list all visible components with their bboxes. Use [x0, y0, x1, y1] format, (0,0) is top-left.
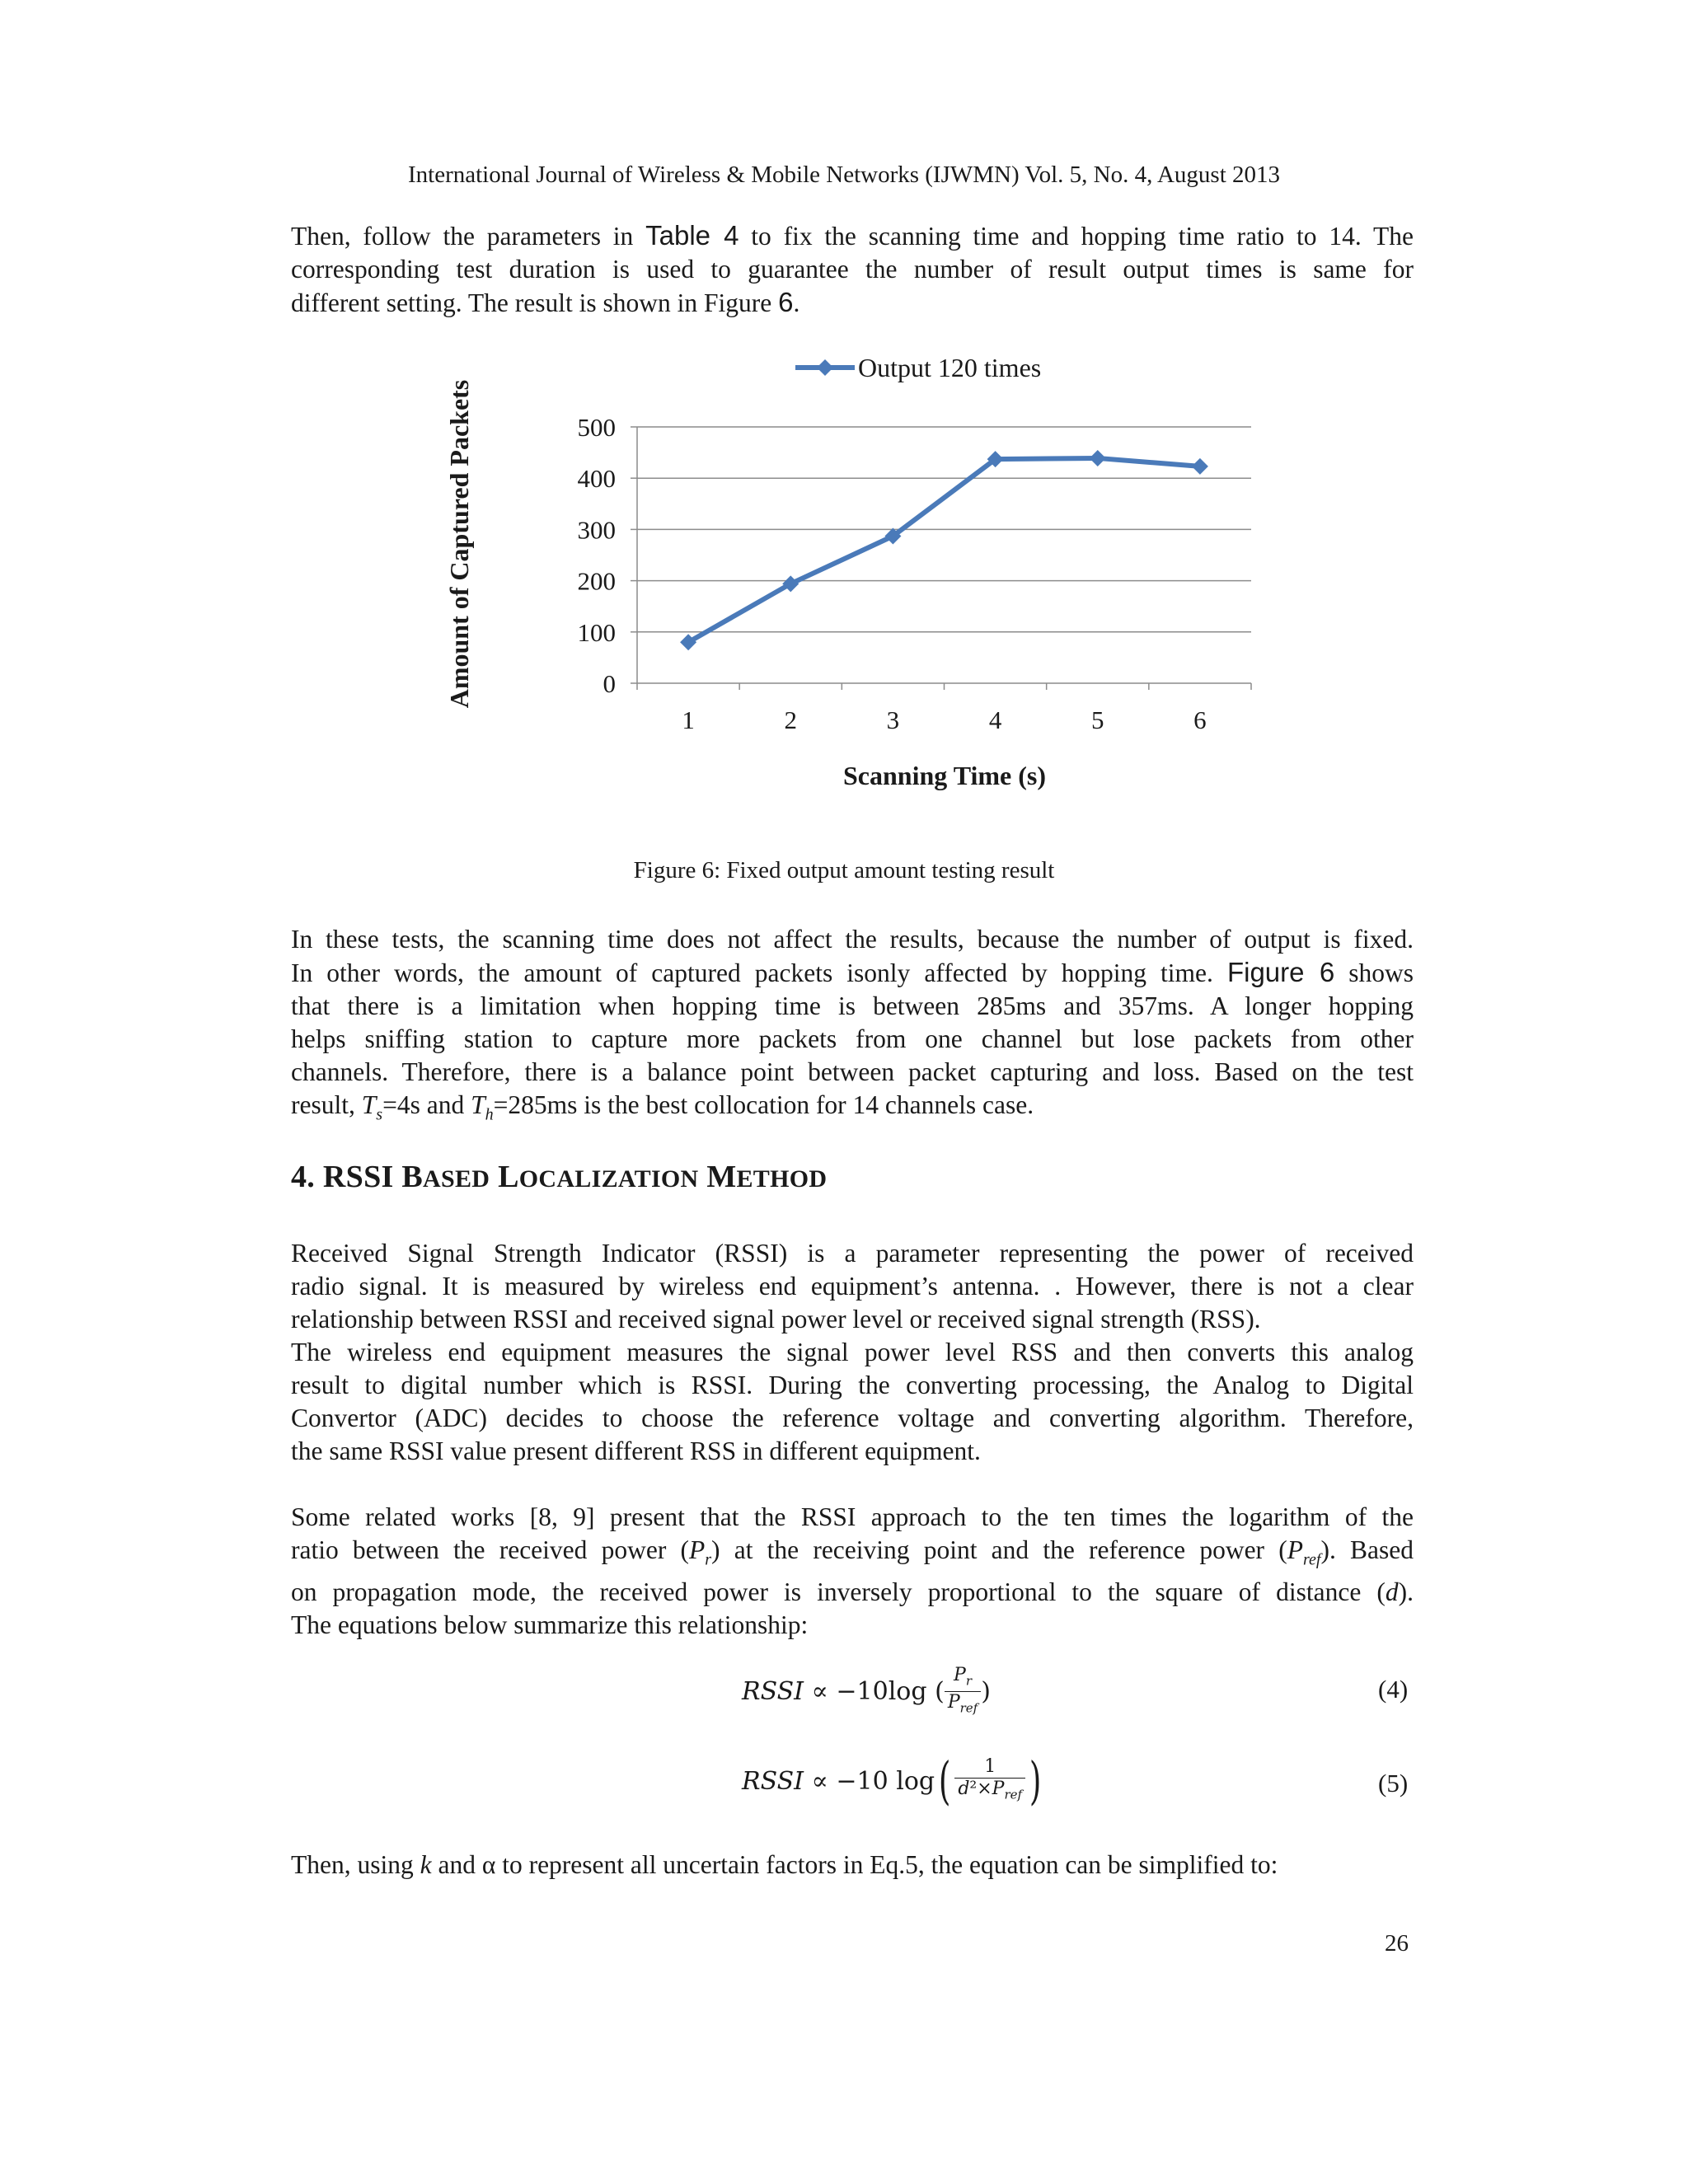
related-works-paragraph: [291, 1501, 1414, 1642]
x-tick-label: 4: [988, 705, 1002, 734]
p3-line-6: Convertor (ADC) decides to choose the reference voltage and converting algorithm. Therefore,: [291, 1404, 1414, 1432]
x-tick-label: 2: [784, 705, 797, 734]
rssi-paragraph: [291, 1237, 1414, 1468]
intro-line-2: corresponding test duration is used to guarantee the number of result output times is same for: [291, 255, 1414, 284]
p3-line-5: result to digital number which is RSSI. During the converting processing, the Analog to Digital: [291, 1371, 1414, 1399]
data-point: [1192, 458, 1208, 475]
p2-line-2: In other words, the amount of captured packets isonly affected by hopping time. Figure 6 shows: [291, 957, 1414, 987]
series-line: [688, 458, 1200, 642]
equation-5-number: (5): [1378, 1769, 1409, 1797]
p3-line-7: the same RSSI value present different RSS in different equipment.: [291, 1436, 981, 1465]
p2-line-5: channels. Therefore, there is a balance point between packet capturing and loss. Based on the test: [291, 1057, 1414, 1086]
final-paragraph: [291, 1849, 1414, 1882]
x-tick-label: 5: [1091, 705, 1104, 734]
p3-line-3: relationship between RSSI and received signal power level or received signal strength (RSS).: [291, 1305, 1261, 1333]
results-paragraph: [291, 923, 1414, 1131]
x-tick-label: 6: [1193, 705, 1207, 734]
p4-line-3: on propagation mode, the received power is inversely proportional to the square of distance (d).: [291, 1577, 1414, 1607]
y-tick-label: 0: [603, 669, 616, 698]
y-tick-label: 300: [577, 515, 616, 545]
y-tick-label: 400: [577, 464, 616, 494]
p2-line-4: helps sniffing station to capture more packets from one channel but lose packets from other: [291, 1024, 1414, 1053]
y-tick-label: 100: [577, 617, 616, 647]
final-line: Then, using k and α to represent all uncertain factors in Eq.5, the equation can be simplified to:: [291, 1850, 1278, 1879]
p2-line-3: that there is a limitation when hopping time is between 285ms and 357ms. A longer hopping: [291, 991, 1414, 1020]
data-point: [1090, 450, 1106, 466]
equation-4: RSSI ∝ −10log ( $P_r$ $P_{ref}$ ): [742, 1665, 991, 1716]
p3-line-2: radio signal. It is measured by wireless end equipment’s antenna. . However, there is not a clear: [291, 1272, 1414, 1301]
intro-line-3: different setting. The result is shown in Figure 6.: [291, 287, 800, 317]
journal-header: International Journal of Wireless & Mobile Networks (IJWMN) Vol. 5, No. 4, August 2013: [407, 162, 1281, 188]
figure-caption: Figure 6: Fixed output amount testing result: [633, 857, 1055, 883]
p4-line-1: Some related works [8, 9] present that the RSSI approach to the ten times the logarithm of the: [291, 1502, 1414, 1531]
intro-line-1: Then, follow the parameters in Table 4 to fix the scanning time and hopping time ratio to 14. The: [291, 220, 1414, 251]
p3-line-4: The wireless end equipment measures the signal power level RSS and then converts this analog: [291, 1338, 1414, 1366]
x-axis-title: Scanning Time (s): [843, 761, 1046, 790]
x-tick-label: 3: [886, 705, 900, 734]
section-heading: 4. RSSI BASED LOCALIZATION METHOD: [291, 1160, 828, 1194]
legend-marker: [817, 359, 833, 376]
p4-line-4: The equations below summarize this relationship:: [291, 1610, 809, 1640]
y-tick-label: 500: [577, 413, 616, 442]
p4-line-2: ratio between the received power $(P_r)$ at the receiving point and the reference power $(P_{ref})$. Based: [291, 1535, 1414, 1569]
page-number: 26: [1385, 1930, 1409, 1957]
p2-line-1: In these tests, the scanning time does not affect the results, because the number of output is fixed.: [291, 925, 1414, 954]
y-tick-label: 200: [577, 566, 616, 596]
p3-line-1: Received Signal Strength Indicator (RSSI) is a parameter representing the power of received: [291, 1239, 1414, 1268]
line-chart: [0, 0, 1688, 841]
y-axis-title: Amount of Captured Packets: [444, 379, 474, 709]
legend-label: Output 120 times: [858, 353, 1042, 382]
p2-line-6: result, $T_s=4s$ and $T_h=285ms$ is the best collocation for 14 channels case.: [291, 1090, 1034, 1124]
x-tick-label: 1: [682, 705, 695, 734]
equation-5: RSSI ∝ −10 log( 1 $d^2\times P_{ref}$ ): [742, 1750, 1042, 1811]
equation-4-number: (4): [1378, 1675, 1409, 1704]
